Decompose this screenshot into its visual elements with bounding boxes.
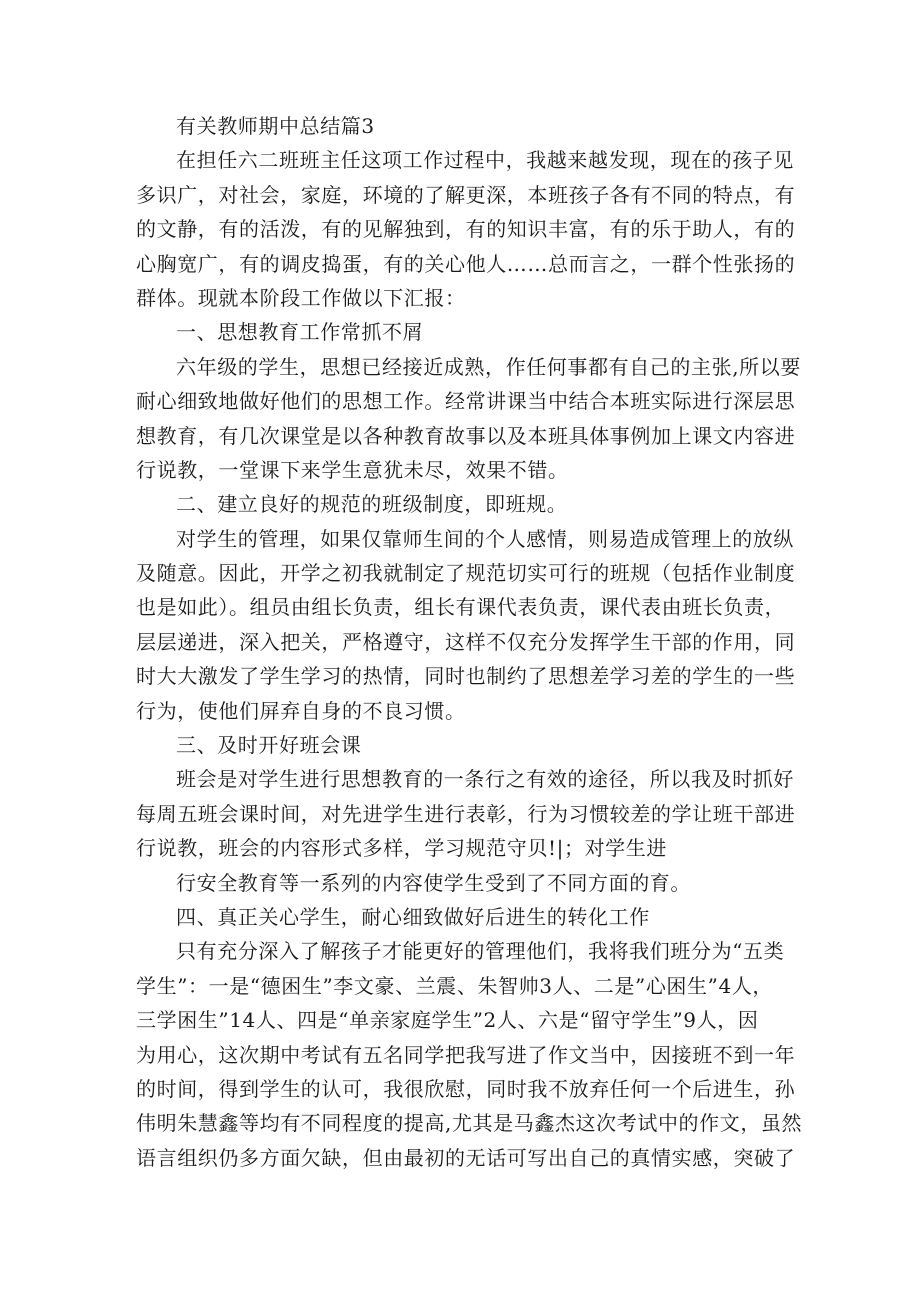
text-line: 一、思想教育工作常抓不屑: [176, 320, 424, 345]
text-line: 伟明朱慧鑫等均有不同程度的提高,尤其是马鑫杰这次考试中的作文，虽然: [136, 1111, 803, 1136]
text-line: 行为，使他们屏弃自身的不良习惯。: [136, 698, 466, 723]
text-line: 学生”：一是“德困生”李文豪、兰震、朱智帅3人、二是”心困生”4人，: [136, 973, 773, 998]
text-line: 六年级的学生，思想已经接近成熟，作任何事都有自己的主张,所以要: [176, 354, 801, 379]
document-title: 有关教师期中总结篇3: [176, 114, 375, 138]
text-line: 的时间，得到学生的认可，我很欣慰，同时我不放弃任何一个后进生，孙: [136, 1076, 796, 1101]
text-line: 语言组织仍多方面欠缺，但由最初的无话可写出自己的真情实感，突破了: [136, 1145, 796, 1170]
text-line: 想教育，有几次课堂是以各种教育故事以及本班具体事例加上课文内容进: [136, 423, 796, 448]
text-line: 的文静，有的活泼，有的见解独到，有的知识丰富，有的乐于助人，有的: [136, 217, 796, 242]
text-line: 群体。现就本阶段工作做以下汇报：: [136, 285, 466, 310]
text-line: 四、真正关心学生，耐心细致做好后进生的转化工作: [176, 904, 650, 929]
text-line: 三、及时开好班会课: [176, 733, 362, 758]
text-line: 时大大激发了学生学习的热情，同时也制约了思想差学习差的学生的一些: [136, 664, 796, 689]
document-body: [136, 109, 803, 1175]
text-line: 行说教，班会的内容形式多样，学习规范守贝!|；对学生进: [136, 836, 667, 861]
text-line: 每周五班会课时间，对先进学生进行表彰，行为习惯较差的学让班干部进: [136, 801, 796, 826]
text-line: 行安全教育等一系列的内容使学生受到了不同方面的育。: [176, 870, 691, 895]
text-line: 行说教，一堂课下来学生意犹未尽，效果不错。: [136, 457, 569, 482]
text-line: 在担任六二班班主任这项工作过程中，我越来越发现，现在的孩子见: [176, 148, 794, 173]
document-lines: [136, 143, 803, 1175]
text-line: 多识广，对社会，家庭，环境的了解更深，本班孩子各有不同的特点，有: [136, 182, 796, 207]
text-line: 只有充分深入了解孩子才能更好的管理他们，我将我们班分为“五类: [176, 939, 785, 964]
text-line: 为用心，这次期中考试有五名同学把我写进了作文当中，因接班不到一年: [136, 1042, 796, 1067]
text-line: 三学困生”14人、四是“单亲家庭学生”2人、六是“留守学生”9人，因: [136, 1008, 759, 1033]
text-line: 心胸宽广，有的调皮捣蛋，有的关心他人……总而言之，一群个性张扬的: [136, 251, 796, 276]
text-line: 耐心细致地做好他们的思想工作。经常讲课当中结合本班实际进行深层思: [136, 389, 796, 414]
text-line: 班会是对学生进行思想教育的一条行之有效的途径，所以我及时抓好: [176, 767, 794, 792]
text-line: 层层递进，深入把关，严格遵守，这样不仅充分发挥学生干部的作用，同: [136, 629, 796, 654]
text-line: 也是如此）。组员由组长负责，组长有课代表负责，课代表由班长负责，: [136, 595, 786, 620]
text-line: 对学生的管理，如果仅靠师生间的个人感情，则易造成管理上的放纵: [176, 526, 794, 551]
text-line: 及随意。因此，开学之初我就制定了规范切实可行的班规（包括作业制度: [136, 561, 796, 586]
text-line: 二、建立良好的规范的班级制度，即班规。: [176, 492, 568, 517]
